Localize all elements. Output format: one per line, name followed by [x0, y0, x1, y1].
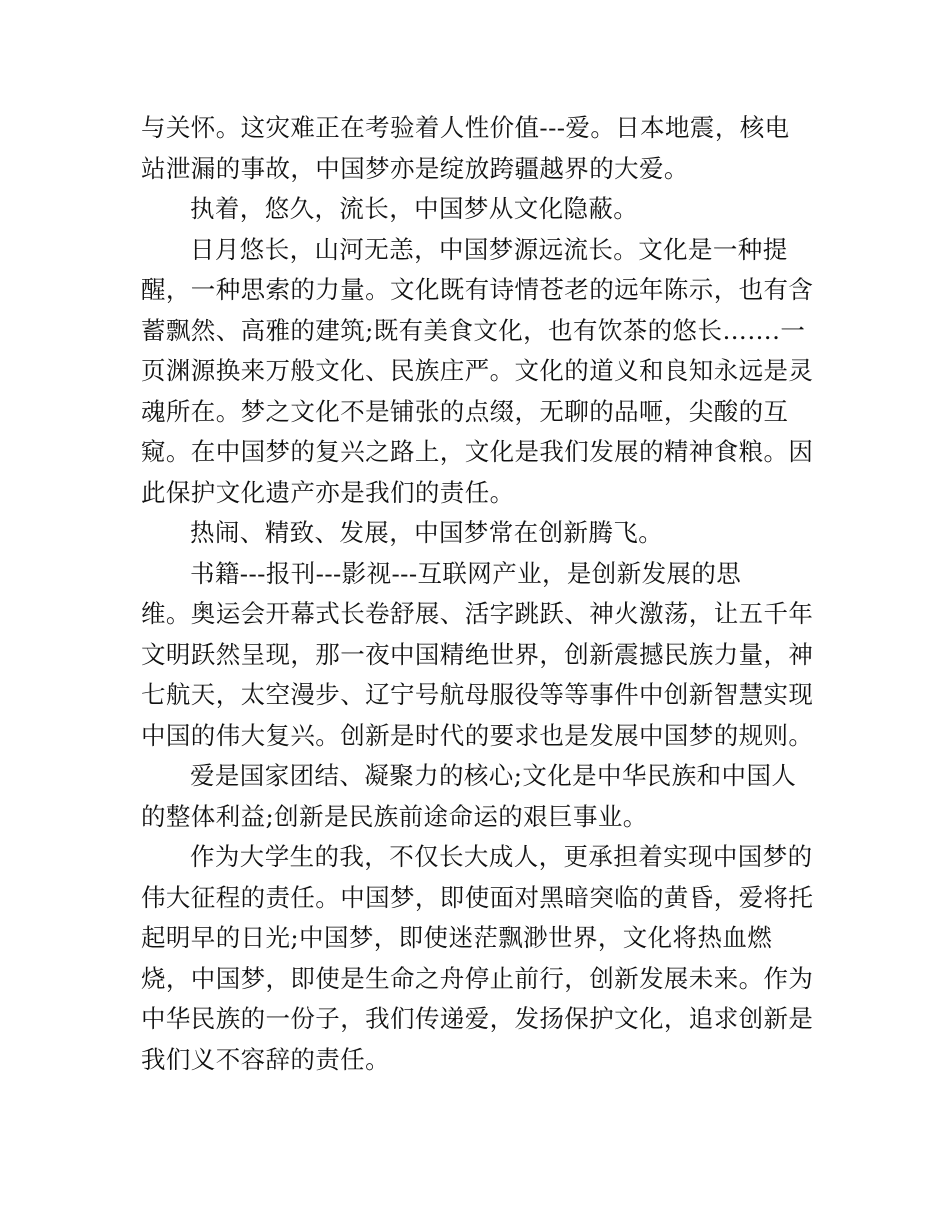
- text-line: 维。奥运会开幕式长卷舒展、活字跳跃、神火激荡，让五千年: [141, 599, 814, 628]
- text-line: 的整体利益;创新是民族前途命运的艰巨事业。: [141, 801, 648, 831]
- text-line: 蓄飘然、高雅的建筑;既有美食文化，也有饮茶的悠长…….一: [141, 315, 806, 345]
- text-line: 站泄漏的事故，中国梦亦是绽放跨疆越界的大爱。: [141, 153, 689, 183]
- paragraph-heading: 热闹、精致、发展，中国梦常在创新腾飞。: [190, 518, 664, 547]
- text-line: 书籍---报刊---影视---互联网产业，是创新发展的思: [190, 558, 742, 588]
- text-line: 爱是国家团结、凝聚力的核心;文化是中华民族和中国人: [190, 761, 797, 790]
- text-line: 烧，中国梦，即使是生命之舟停止前行，创新发展未来。作为: [141, 963, 814, 993]
- text-line: 我们义不容辞的责任。: [141, 1044, 390, 1074]
- text-line: 窥。在中国梦的复兴之路上，文化是我们发展的精神食粮。因: [141, 437, 814, 466]
- text-line: 七航天，太空漫步、辽宁号航母服役等等事件中创新智慧实现: [141, 680, 814, 709]
- text-line: 日月悠长，山河无恙，中国梦源远流长。文化是一种提: [190, 234, 788, 264]
- text-line: 中国的伟大复兴。创新是时代的要求也是发展中国梦的规则。: [141, 720, 814, 750]
- text-line: 页渊源换来万般文化、民族庄严。文化的道义和良知永远是灵: [141, 356, 814, 385]
- text-line: 伟大征程的责任。中国梦，即使面对黑暗突临的黄昏，爱将托: [141, 882, 814, 912]
- text-line: 魂所在。梦之文化不是铺张的点缀，无聊的品咂，尖酸的互: [141, 396, 789, 426]
- text-line: 此保护文化遗产亦是我们的责任。: [141, 477, 515, 507]
- text-line: 中华民族的一份子，我们传递爱，发扬保护文化，追求创新是: [141, 1004, 814, 1033]
- text-line: 与关怀。这灾难正在考验着人性价值---爱。日本地震，核电: [141, 113, 790, 142]
- text-line: 文明跃然呈现，那一夜中国精绝世界，创新震撼民族力量，神: [141, 639, 814, 669]
- text-line: 醒，一种思索的力量。文化既有诗情苍老的远年陈示，也有含: [141, 275, 814, 304]
- text-line: 起明早的日光;中国梦，即使迷茫飘渺世界，文化将热血燃: [141, 923, 773, 952]
- paragraph-heading: 执着，悠久，流长，中国梦从文化隐蔽。: [190, 194, 639, 223]
- text-line: 作为大学生的我，不仅长大成人，更承担着实现中国梦的: [190, 842, 813, 871]
